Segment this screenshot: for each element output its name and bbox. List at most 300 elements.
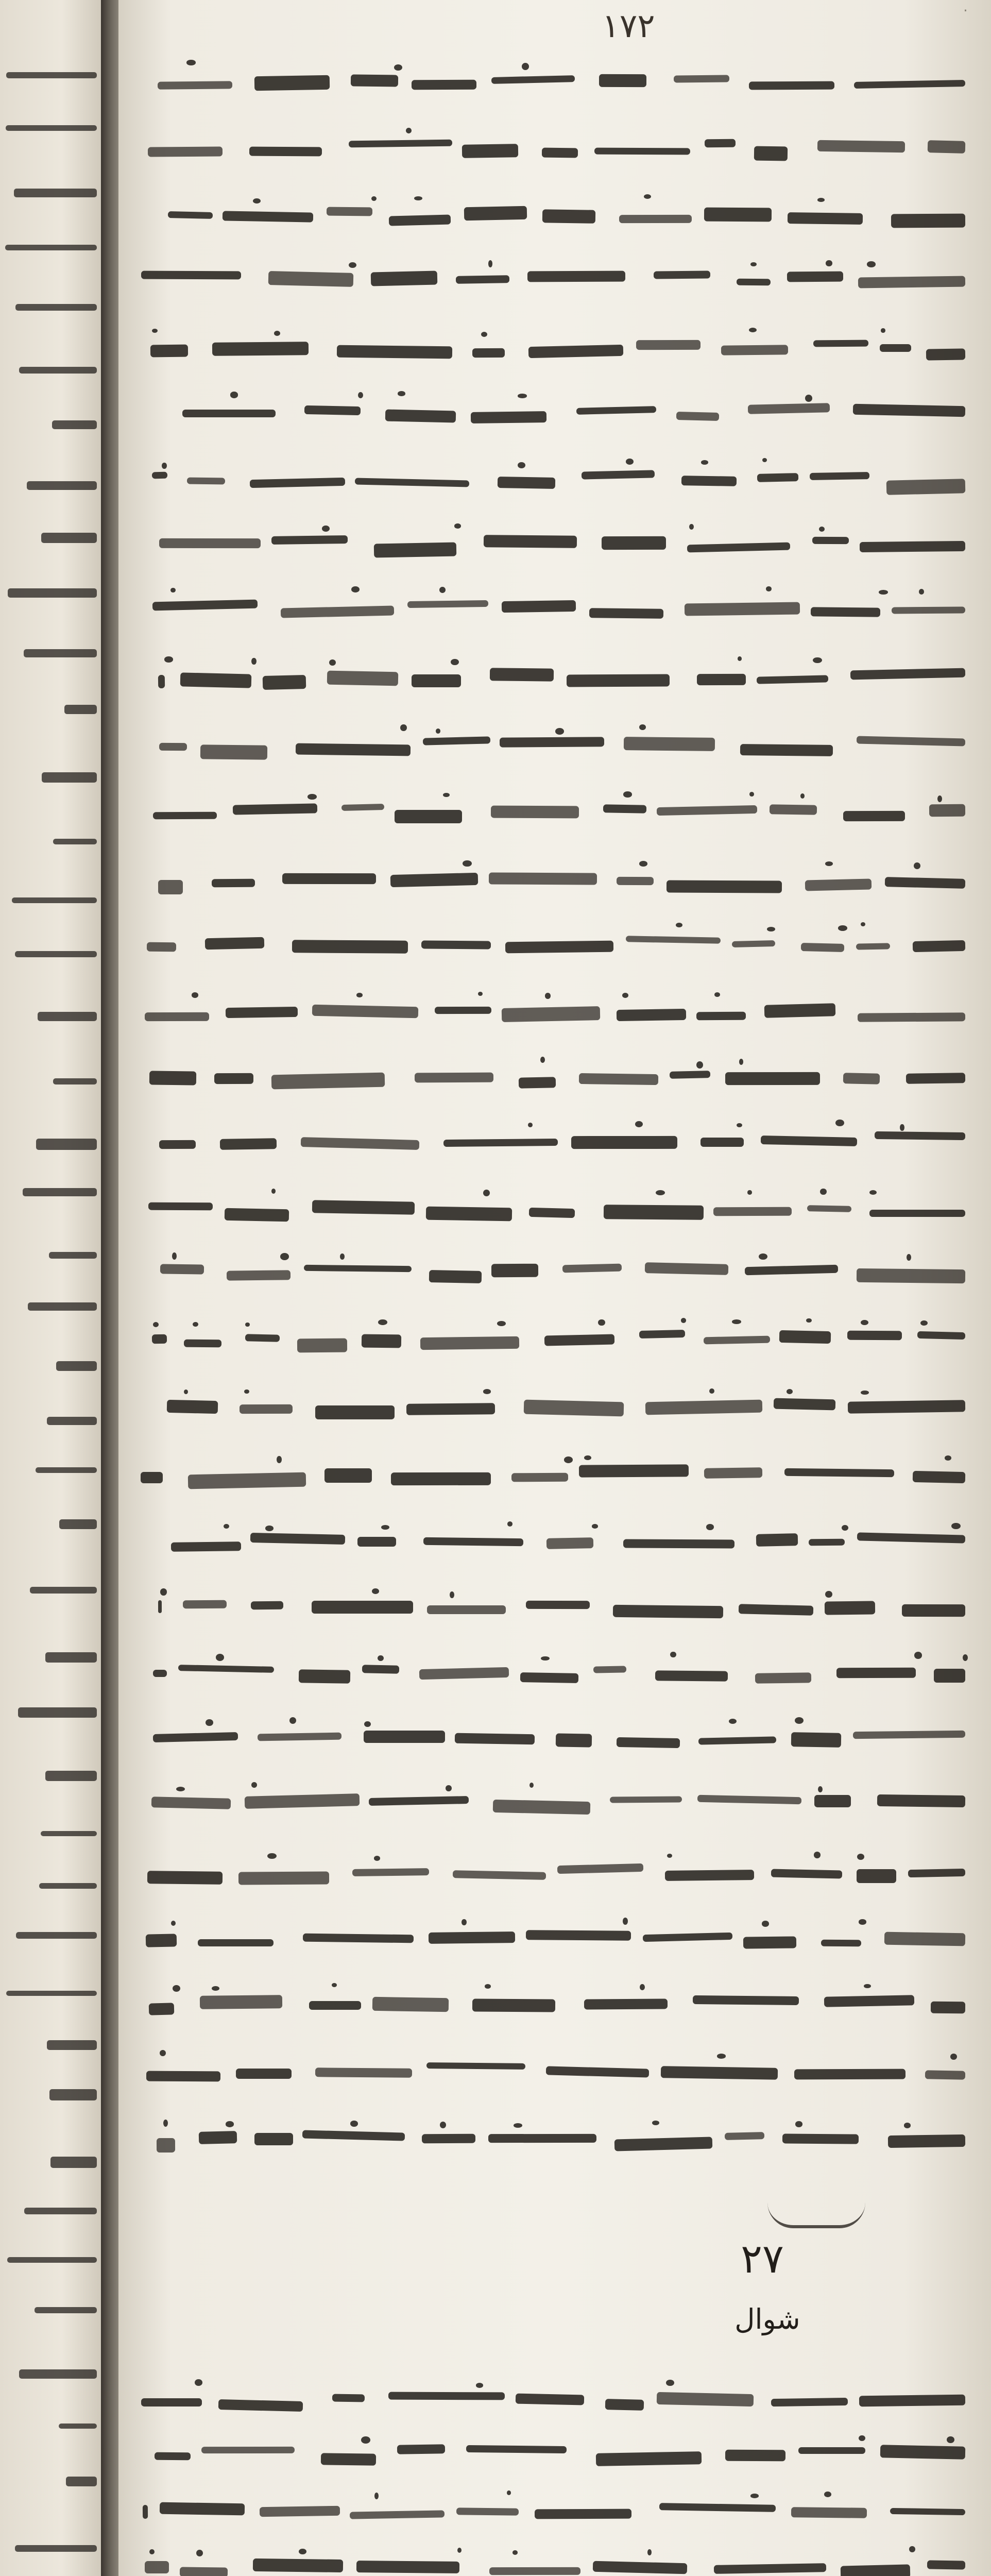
facing-page-ink-stroke bbox=[52, 420, 97, 429]
entry-one-line-diacritic bbox=[626, 459, 634, 465]
entry-one-line-ink-stroke bbox=[364, 1731, 445, 1743]
entry-one-line-diacritic bbox=[598, 1319, 605, 1326]
entry-one-line-diacritic bbox=[329, 659, 336, 666]
entry-one-line-ink-stroke bbox=[151, 1334, 166, 1344]
entry-one-line-diacritic bbox=[739, 1059, 743, 1065]
entry-one-line-ink-stroke bbox=[250, 478, 345, 488]
entry-one-line-ink-stroke bbox=[857, 1268, 965, 1283]
facing-page-ink-stroke bbox=[38, 1012, 97, 1021]
entry-one-line-ink-stroke bbox=[875, 1131, 965, 1140]
entry-one-line-diacritic bbox=[374, 1856, 380, 1860]
entry-one-line-ink-stroke bbox=[152, 599, 258, 611]
entry-one-line-ink-stroke bbox=[576, 406, 657, 415]
entry-one-line-ink-stroke bbox=[578, 1073, 658, 1085]
entry-one-line-ink-stroke bbox=[391, 1472, 491, 1485]
entry-one-line-diacritic bbox=[541, 1656, 550, 1660]
entry-one-line-diacritic bbox=[267, 1853, 277, 1859]
entry-one-line-ink-stroke bbox=[732, 940, 776, 947]
entry-one-line-ink-stroke bbox=[498, 477, 555, 489]
entry-one-line-diacritic bbox=[749, 328, 757, 332]
entry-one-line-diacritic bbox=[322, 526, 330, 532]
entry-one-line-ink-stroke bbox=[929, 804, 965, 817]
entry-one-line-ink-stroke bbox=[739, 1604, 813, 1616]
entry-one-line-diacritic bbox=[381, 1525, 389, 1530]
entry-one-line-ink-stroke bbox=[149, 1071, 196, 1085]
entry-one-line-ink-stroke bbox=[704, 207, 772, 222]
entry-one-line-ink-stroke bbox=[233, 804, 318, 815]
entry-one-line-ink-stroke bbox=[639, 1330, 686, 1338]
entry-one-line-ink-stroke bbox=[489, 872, 597, 885]
entry-one-line-diacritic bbox=[406, 128, 412, 133]
entry-one-line-ink-stroke bbox=[385, 409, 456, 422]
entry-two-line-ink-stroke bbox=[516, 2393, 584, 2405]
entry-one-line-ink-stroke bbox=[791, 1732, 841, 1747]
entry-one-line-diacritic bbox=[192, 992, 198, 998]
entry-one-line-ink-stroke bbox=[836, 1668, 916, 1678]
entry-one-line-ink-stroke bbox=[412, 80, 476, 90]
entry-one-line-ink-stroke bbox=[908, 1869, 965, 1877]
entry-one-line-ink-stroke bbox=[352, 1868, 429, 1876]
entry-one-line-diacritic bbox=[226, 2121, 234, 2127]
entry-one-line-ink-stroke bbox=[906, 1073, 965, 1083]
entry-one-line-ink-stroke bbox=[610, 1797, 682, 1803]
entry-one-line-ink-stroke bbox=[757, 675, 829, 684]
entry-two-line-ink-stroke bbox=[791, 2507, 867, 2518]
entry-one-line-diacritic bbox=[364, 1721, 371, 1727]
entry-one-line-ink-stroke bbox=[205, 937, 264, 950]
entry-two-line-diacritic bbox=[149, 2549, 155, 2554]
entry-one-line-ink-stroke bbox=[713, 1207, 792, 1216]
entry-one-line-ink-stroke bbox=[697, 674, 746, 686]
entry-one-line-diacritic bbox=[825, 1591, 832, 1598]
entry-one-line-ink-stroke bbox=[704, 1335, 770, 1344]
facing-page-ink-stroke bbox=[59, 1519, 97, 1530]
entry-one-line-ink-stroke bbox=[300, 1137, 419, 1150]
entry-one-line-ink-stroke bbox=[254, 75, 329, 90]
entry-one-line-ink-stroke bbox=[464, 206, 527, 221]
entry-one-line-ink-stroke bbox=[670, 1071, 710, 1078]
entry-two-line-ink-stroke bbox=[179, 2567, 228, 2576]
entry-one-line-diacritic bbox=[806, 1318, 812, 1323]
entry-one-line-diacritic bbox=[762, 458, 767, 462]
entry-date-day: ٢٧ bbox=[741, 2236, 784, 2282]
entry-one-line-diacritic bbox=[861, 922, 866, 927]
entry-one-line-ink-stroke bbox=[152, 471, 167, 478]
entry-one-line-ink-stroke bbox=[227, 1270, 291, 1281]
entry-one-line-diacritic bbox=[372, 1588, 379, 1594]
folio-number: ١٧٢ bbox=[602, 7, 655, 45]
entry-one-line-diacritic bbox=[622, 993, 628, 998]
entry-one-line-diacritic bbox=[805, 395, 812, 402]
entry-one-line-ink-stroke bbox=[769, 804, 816, 815]
entry-one-line-ink-stroke bbox=[725, 1072, 820, 1085]
entry-one-line-ink-stroke bbox=[542, 209, 596, 223]
entry-one-line-ink-stroke bbox=[472, 348, 504, 358]
facing-page-ink-stroke bbox=[23, 1188, 97, 1196]
entry-one-line-ink-stroke bbox=[755, 1672, 812, 1684]
entry-one-line-diacritic bbox=[514, 2123, 522, 2128]
entry-one-line-diacritic bbox=[518, 462, 525, 468]
entry-one-line-ink-stroke bbox=[141, 1471, 163, 1483]
entry-one-line-ink-stroke bbox=[805, 878, 872, 891]
signature-flourish bbox=[767, 2202, 865, 2228]
entry-one-line-ink-stroke bbox=[171, 1542, 241, 1552]
entry-one-line-ink-stroke bbox=[888, 2134, 965, 2148]
entry-one-line-ink-stroke bbox=[619, 215, 692, 223]
entry-one-line-ink-stroke bbox=[341, 804, 384, 811]
entry-one-line-ink-stroke bbox=[869, 1210, 965, 1217]
entry-one-line-ink-stroke bbox=[302, 2130, 405, 2142]
entry-two-line-ink-stroke bbox=[656, 2392, 754, 2407]
entry-one-line-ink-stroke bbox=[200, 744, 267, 759]
facing-page-ink-stroke bbox=[30, 1587, 97, 1594]
entry-one-line-diacritic bbox=[945, 1455, 951, 1461]
entry-one-line-ink-stroke bbox=[159, 743, 187, 751]
entry-one-line-diacritic bbox=[681, 1318, 686, 1323]
entry-one-line-ink-stroke bbox=[787, 272, 843, 282]
entry-one-line-ink-stroke bbox=[519, 1077, 556, 1089]
entry-one-line-diacritic bbox=[446, 1785, 452, 1792]
entry-one-line-diacritic bbox=[265, 1526, 274, 1531]
entry-one-line-ink-stroke bbox=[158, 880, 183, 894]
facing-page-ink-stroke bbox=[45, 1771, 97, 1781]
entry-two-line-ink-stroke bbox=[489, 2567, 580, 2575]
entry-one-line-ink-stroke bbox=[854, 80, 966, 89]
entry-one-line-ink-stroke bbox=[271, 535, 348, 545]
entry-two-line-ink-stroke bbox=[201, 2447, 295, 2453]
entry-one-line-ink-stroke bbox=[725, 2132, 764, 2140]
entry-one-line-ink-stroke bbox=[315, 1405, 395, 1419]
entry-one-line-ink-stroke bbox=[425, 1207, 511, 1222]
entry-one-line-diacritic bbox=[271, 1189, 276, 1194]
entry-one-line-ink-stroke bbox=[257, 1733, 341, 1741]
entry-one-line-diacritic bbox=[371, 196, 377, 201]
entry-one-line-diacritic bbox=[358, 392, 364, 399]
entry-one-line-diacritic bbox=[152, 329, 158, 333]
entry-one-line-diacritic bbox=[759, 1253, 767, 1260]
entry-one-line-diacritic bbox=[163, 2120, 168, 2127]
entry-one-line-ink-stroke bbox=[657, 805, 757, 816]
entry-two-line-diacritic bbox=[647, 2549, 652, 2555]
entry-one-line-ink-stroke bbox=[184, 1340, 222, 1347]
entry-two-line-diacritic bbox=[476, 2383, 484, 2388]
marginal-mark: · bbox=[963, 2, 968, 19]
entry-two-line-ink-stroke bbox=[771, 2398, 847, 2406]
entry-one-line-diacritic bbox=[451, 659, 459, 665]
entry-one-line-diacritic bbox=[951, 1523, 961, 1529]
entry-one-line-ink-stroke bbox=[704, 1467, 762, 1479]
entry-one-line-diacritic bbox=[696, 1061, 703, 1069]
entry-one-line-ink-stroke bbox=[491, 1263, 538, 1277]
entry-one-line-diacritic bbox=[813, 657, 822, 663]
entry-one-line-diacritic bbox=[857, 1854, 864, 1860]
entry-one-line-diacritic bbox=[162, 463, 167, 468]
facing-page-ink-stroke bbox=[24, 2208, 97, 2214]
entry-one-line-diacritic bbox=[762, 1921, 770, 1927]
entry-one-line-diacritic bbox=[814, 1852, 821, 1858]
entry-one-line-diacritic bbox=[795, 1717, 804, 1724]
entry-one-line-ink-stroke bbox=[812, 537, 849, 544]
facing-page-ink-stroke bbox=[56, 1361, 97, 1371]
entry-one-line-ink-stroke bbox=[685, 602, 800, 616]
manuscript-folio bbox=[118, 0, 991, 2576]
entry-one-line-ink-stroke bbox=[148, 1202, 213, 1210]
entry-one-line-diacritic bbox=[160, 1588, 167, 1596]
entry-one-line-ink-stroke bbox=[245, 1794, 360, 1809]
entry-two-line-ink-stroke bbox=[725, 2450, 785, 2461]
entry-one-line-ink-stroke bbox=[297, 1338, 347, 1353]
entry-one-line-ink-stroke bbox=[557, 1863, 643, 1874]
facing-page-ink-stroke bbox=[24, 649, 97, 657]
facing-page-ink-stroke bbox=[47, 1417, 97, 1425]
entry-one-line-ink-stroke bbox=[737, 279, 771, 286]
facing-page-ink-stroke bbox=[45, 1652, 97, 1663]
entry-one-line-ink-stroke bbox=[355, 478, 470, 487]
entry-one-line-diacritic bbox=[640, 1984, 645, 1990]
entry-one-line-diacritic bbox=[230, 392, 238, 398]
entry-one-line-diacritic bbox=[172, 1252, 177, 1260]
entry-one-line-ink-stroke bbox=[848, 1400, 965, 1413]
entry-one-line-ink-stroke bbox=[528, 345, 623, 359]
entry-one-line-diacritic bbox=[904, 2123, 911, 2128]
entry-one-line-ink-stroke bbox=[254, 2133, 293, 2146]
entry-one-line-ink-stroke bbox=[412, 674, 461, 687]
entry-one-line-ink-stroke bbox=[282, 873, 376, 884]
entry-one-line-ink-stroke bbox=[624, 737, 715, 751]
entry-one-line-ink-stroke bbox=[821, 1939, 861, 1946]
facing-page-ink-stroke bbox=[6, 125, 97, 131]
entry-one-line-ink-stroke bbox=[764, 1003, 835, 1018]
entry-one-line-ink-stroke bbox=[779, 1330, 831, 1344]
entry-one-line-ink-stroke bbox=[471, 411, 547, 423]
facing-page-ink-stroke bbox=[66, 2477, 97, 2487]
entry-one-line-diacritic bbox=[170, 588, 175, 593]
entry-one-line-ink-stroke bbox=[429, 1270, 482, 1283]
entry-one-line-ink-stroke bbox=[788, 213, 863, 225]
entry-one-line-ink-stroke bbox=[850, 668, 965, 680]
entry-one-line-ink-stroke bbox=[740, 744, 833, 756]
entry-one-line-diacritic bbox=[800, 793, 805, 798]
entry-one-line-ink-stroke bbox=[860, 541, 965, 552]
entry-two-line-diacritic bbox=[666, 2380, 674, 2386]
entry-one-line-diacritic bbox=[635, 1121, 643, 1127]
entry-two-line-ink-stroke bbox=[321, 2453, 376, 2466]
entry-one-line-diacritic bbox=[819, 527, 825, 532]
entry-one-line-ink-stroke bbox=[599, 74, 646, 88]
entry-one-line-ink-stroke bbox=[147, 942, 176, 952]
entry-one-line-diacritic bbox=[528, 1123, 533, 1127]
entry-one-line-diacritic bbox=[826, 260, 832, 266]
entry-one-line-diacritic bbox=[522, 63, 529, 70]
entry-one-line-diacritic bbox=[277, 1456, 282, 1463]
entry-one-line-ink-stroke bbox=[426, 2062, 525, 2070]
entry-one-line-ink-stroke bbox=[774, 1398, 835, 1411]
facing-page-ink-stroke bbox=[47, 2040, 97, 2050]
entry-one-line-ink-stroke bbox=[149, 2003, 175, 2015]
facing-page-ink-stroke bbox=[8, 588, 97, 598]
entry-one-line-diacritic bbox=[216, 1654, 224, 1661]
entry-one-line-ink-stroke bbox=[249, 146, 321, 156]
entry-one-line-diacritic bbox=[540, 1057, 545, 1063]
entry-one-line-diacritic bbox=[351, 586, 360, 592]
entry-one-line-ink-stroke bbox=[593, 1666, 626, 1673]
entry-one-line-diacritic bbox=[253, 198, 261, 204]
entry-one-line-ink-stroke bbox=[594, 147, 690, 155]
entry-two-line-diacritic bbox=[299, 2549, 306, 2554]
entry-one-line-ink-stroke bbox=[667, 880, 782, 893]
entry-one-line-diacritic bbox=[766, 586, 772, 591]
entry-one-line-ink-stroke bbox=[858, 276, 965, 289]
entry-one-line-ink-stroke bbox=[292, 940, 408, 953]
entry-one-line-ink-stroke bbox=[562, 1264, 622, 1273]
entry-one-line-ink-stroke bbox=[571, 1136, 677, 1149]
entry-one-line-ink-stroke bbox=[661, 2066, 778, 2080]
entry-one-line-diacritic bbox=[950, 2054, 957, 2060]
entry-one-line-ink-stroke bbox=[754, 146, 788, 161]
entry-one-line-diacritic bbox=[224, 1524, 229, 1529]
entry-one-line-ink-stroke bbox=[327, 671, 399, 686]
entry-one-line-diacritic bbox=[184, 1389, 188, 1394]
entry-one-line-diacritic bbox=[900, 1124, 904, 1131]
entry-one-line-ink-stroke bbox=[756, 1533, 798, 1547]
entry-two-line-diacritic bbox=[196, 2550, 203, 2556]
entry-one-line-diacritic bbox=[340, 1253, 345, 1260]
entry-one-line-ink-stroke bbox=[472, 1998, 555, 2012]
entry-one-line-ink-stroke bbox=[645, 1400, 762, 1415]
entry-one-line-diacritic bbox=[450, 1591, 454, 1598]
entry-one-line-ink-stroke bbox=[579, 1465, 689, 1478]
entry-one-line-ink-stroke bbox=[493, 1800, 591, 1815]
entry-two-line-ink-stroke bbox=[880, 2445, 965, 2459]
entry-one-line-ink-stroke bbox=[349, 140, 452, 147]
entry-two-line-ink-stroke bbox=[397, 2444, 445, 2454]
entry-one-line-diacritic bbox=[914, 862, 920, 869]
entry-one-line-ink-stroke bbox=[395, 810, 462, 823]
entry-one-line-ink-stroke bbox=[245, 1334, 280, 1342]
entry-one-line-ink-stroke bbox=[141, 270, 241, 279]
entry-one-line-diacritic bbox=[639, 861, 648, 867]
entry-one-line-ink-stroke bbox=[928, 140, 965, 154]
entry-one-line-ink-stroke bbox=[225, 1208, 289, 1222]
entry-one-line-ink-stroke bbox=[357, 1537, 396, 1547]
entry-one-line-ink-stroke bbox=[462, 144, 518, 158]
facing-page-ink-stroke bbox=[28, 1302, 97, 1311]
entry-one-line-diacritic bbox=[795, 2121, 803, 2127]
entry-one-line-ink-stroke bbox=[582, 470, 655, 479]
entry-one-line-ink-stroke bbox=[188, 1472, 306, 1489]
entry-one-line-diacritic bbox=[859, 1919, 866, 1924]
entry-one-line-ink-stroke bbox=[362, 1665, 399, 1674]
entry-one-line-ink-stroke bbox=[157, 81, 232, 90]
entry-one-line-ink-stroke bbox=[934, 1669, 965, 1683]
entry-one-line-ink-stroke bbox=[880, 344, 911, 352]
entry-one-line-ink-stroke bbox=[555, 1734, 592, 1748]
entry-one-line-ink-stroke bbox=[527, 270, 625, 282]
entry-one-line-ink-stroke bbox=[178, 1665, 274, 1673]
entry-one-line-ink-stroke bbox=[150, 345, 188, 358]
entry-one-line-ink-stroke bbox=[617, 1737, 680, 1748]
entry-one-line-ink-stroke bbox=[930, 2002, 965, 2014]
entry-one-line-ink-stroke bbox=[146, 1934, 177, 1947]
entry-one-line-ink-stroke bbox=[589, 608, 663, 619]
entry-one-line-ink-stroke bbox=[526, 1601, 590, 1609]
entry-one-line-ink-stroke bbox=[687, 542, 790, 552]
entry-two-line-diacritic bbox=[512, 2550, 518, 2554]
facing-page-ink-stroke bbox=[7, 2257, 97, 2263]
entry-one-line-diacritic bbox=[153, 1322, 159, 1327]
entry-two-line-ink-stroke bbox=[253, 2558, 344, 2572]
entry-one-line-diacritic bbox=[879, 590, 887, 595]
entry-one-line-ink-stroke bbox=[603, 805, 646, 814]
entry-one-line-diacritic bbox=[251, 1782, 257, 1788]
entry-one-line-ink-stroke bbox=[617, 877, 654, 885]
entry-one-line-ink-stroke bbox=[488, 2134, 596, 2143]
entry-one-line-ink-stroke bbox=[423, 737, 490, 745]
entry-one-line-ink-stroke bbox=[419, 1667, 509, 1680]
entry-one-line-ink-stroke bbox=[749, 81, 834, 90]
entry-one-line-ink-stroke bbox=[315, 2067, 412, 2078]
facing-page-ink-stroke bbox=[35, 2307, 97, 2313]
entry-one-line-ink-stroke bbox=[372, 1997, 449, 2012]
entry-one-line-ink-stroke bbox=[153, 1732, 238, 1742]
entry-one-line-ink-stroke bbox=[681, 476, 737, 486]
entry-two-line-ink-stroke bbox=[332, 2394, 365, 2402]
entry-one-line-ink-stroke bbox=[748, 403, 830, 414]
entry-one-line-diacritic bbox=[714, 992, 720, 997]
entry-one-line-diacritic bbox=[750, 262, 757, 266]
entry-one-line-ink-stroke bbox=[214, 1073, 253, 1084]
entry-one-line-ink-stroke bbox=[238, 1871, 329, 1885]
entry-one-line-ink-stroke bbox=[824, 1995, 915, 2008]
entry-two-line-diacritic bbox=[195, 2379, 202, 2385]
entry-one-line-ink-stroke bbox=[617, 1009, 686, 1021]
entry-one-line-ink-stroke bbox=[700, 1138, 744, 1147]
entry-one-line-ink-stroke bbox=[369, 1796, 469, 1806]
entry-one-line-ink-stroke bbox=[877, 1794, 965, 1807]
entry-one-line-ink-stroke bbox=[183, 1600, 227, 1608]
entry-two-line-ink-stroke bbox=[160, 2502, 245, 2516]
entry-one-line-ink-stroke bbox=[705, 139, 736, 147]
entry-one-line-diacritic bbox=[767, 927, 775, 931]
entry-one-line-ink-stroke bbox=[857, 1533, 965, 1544]
entry-one-line-ink-stroke bbox=[414, 1073, 493, 1083]
entry-one-line-ink-stroke bbox=[891, 213, 965, 228]
entry-one-line-ink-stroke bbox=[913, 1471, 965, 1484]
entry-one-line-diacritic bbox=[398, 391, 405, 396]
entry-one-line-ink-stroke bbox=[182, 410, 276, 417]
entry-one-line-ink-stroke bbox=[926, 348, 965, 360]
entry-two-line-diacritic bbox=[507, 2490, 511, 2495]
entry-one-line-ink-stroke bbox=[847, 1330, 901, 1340]
entry-one-line-ink-stroke bbox=[422, 2133, 475, 2143]
entry-one-line-diacritic bbox=[667, 1854, 672, 1858]
entry-one-line-ink-stroke bbox=[312, 1004, 418, 1018]
entry-one-line-ink-stroke bbox=[427, 1605, 506, 1614]
entry-one-line-diacritic bbox=[737, 1123, 743, 1127]
entry-one-line-ink-stroke bbox=[420, 1336, 519, 1350]
entry-one-line-diacritic bbox=[485, 1984, 491, 1989]
entry-one-line-diacritic bbox=[164, 656, 173, 662]
entry-one-line-ink-stroke bbox=[623, 1539, 734, 1549]
entry-one-line-diacritic bbox=[488, 260, 492, 267]
entry-two-line-ink-stroke bbox=[535, 2509, 632, 2519]
entry-one-line-diacritic bbox=[817, 198, 825, 202]
entry-one-line-diacritic bbox=[193, 1322, 198, 1327]
entry-one-line-ink-stroke bbox=[505, 941, 613, 954]
entry-one-line-diacritic bbox=[864, 1984, 871, 1988]
entry-two-line-diacritic bbox=[457, 2548, 462, 2553]
entry-two-line-ink-stroke bbox=[798, 2447, 865, 2454]
